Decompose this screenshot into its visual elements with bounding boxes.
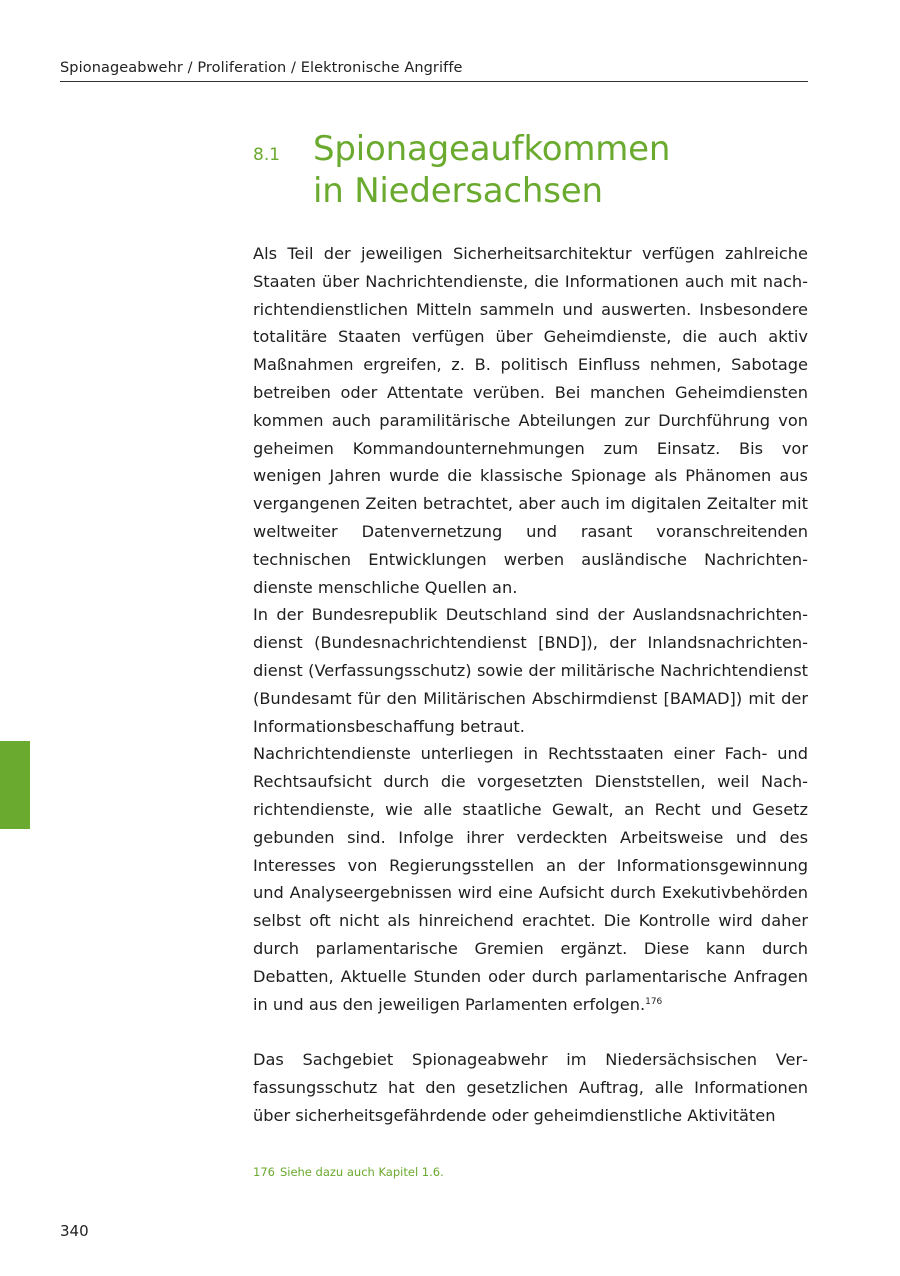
footnote bbox=[253, 1165, 444, 1179]
paragraph-3-text: Nachrichtendienste unterliegen in Rechtsstaaten einer Fach- und Rechtsaufsicht durch die vorgesetzten Dienststellen, weil Nachrichtendienste, wie alle staatliche Gewalt, an Recht und Gesetz gebunden sind. Infolge ihrer verdeckten Arbeitsweise und des Interesses von Regierungsstellen an der Informationsgewinnung und Analyseergebnissen wird eine Aufsicht durch Exekutivbehörden selbst oft nicht als hinreichend erachtet. Die Kontrolle wird daher durch parlamentarische Gremien ergänzt. Diese kann durch Debatten, Aktuelle Stunden oder durch parlamentarische Anfragen in und aus den jeweiligen Parlamenten erfolgen. bbox=[253, 744, 808, 1014]
running-header bbox=[60, 58, 808, 82]
section-number: 8.1 bbox=[253, 145, 281, 165]
footnote-number: 176 bbox=[253, 1165, 275, 1179]
section-title bbox=[313, 128, 670, 212]
chapter-side-tab bbox=[0, 741, 30, 829]
paragraph-2: In der Bundesrepublik Deutschland sind der Auslandsnachrichtendienst (Bundesnachrichtendienst [BND]), der Inlandsnachrichtendienst (Verfassungsschutz) sowie der militärische Nachrichtendienst (Bundesamt für den Militärischen Abschirmdienst [BAMAD]) mit der Informationsbeschaffung betraut. bbox=[253, 605, 808, 736]
section-title-line1: Spionageaufkommen bbox=[313, 129, 671, 169]
section-title-line2: in Niedersachsen bbox=[313, 171, 603, 211]
page-number: 340 bbox=[60, 1222, 89, 1240]
body-text bbox=[253, 240, 808, 1130]
footnote-text: Siehe dazu auch Kapitel 1.6. bbox=[279, 1165, 444, 1179]
paragraph-1: Als Teil der jeweiligen Sicherheitsarchitektur verfügen zahlreiche Staaten über Nachrichtendienste, die Informationen auch mit nachrichtendienstlichen Mitteln sammeln und auswerten. Insbesondere totalitäre Staaten verfügen über Geheimdienste, die auch aktiv Maßnahmen ergreifen, z. B. politisch Einfluss nehmen, Sabotage betreiben oder Attentate verüben. Bei manchen Geheimdiensten kommen auch paramilitärische Abteilungen zur Durchführung von geheimen Kommandounternehmungen zum Einsatz. Bis vor wenigen Jahren wurde die klassische Spionage als Phänomen aus vergangenen Zeiten betrachtet, aber auch im digitalen Zeitalter mit weltweiter Datenvernetzung und rasant voranschreitenden technischen Entwicklungen werben ausländische Nachrichtendienste menschliche Quellen an. bbox=[253, 244, 808, 597]
running-header-title: Spionageabwehr / Proliferation / Elektronische Angriffe bbox=[60, 60, 463, 76]
footnote-reference[interactable]: 176 bbox=[645, 996, 663, 1007]
paragraph-3 bbox=[253, 740, 808, 1018]
paragraph-4: Das Sachgebiet Spionageabwehr im Niedersächsischen Verfassungsschutz hat den gesetzlichen Auftrag, alle Informationen über sicherheitsgefährdende oder geheimdienstliche Aktivitäten bbox=[253, 1050, 808, 1125]
